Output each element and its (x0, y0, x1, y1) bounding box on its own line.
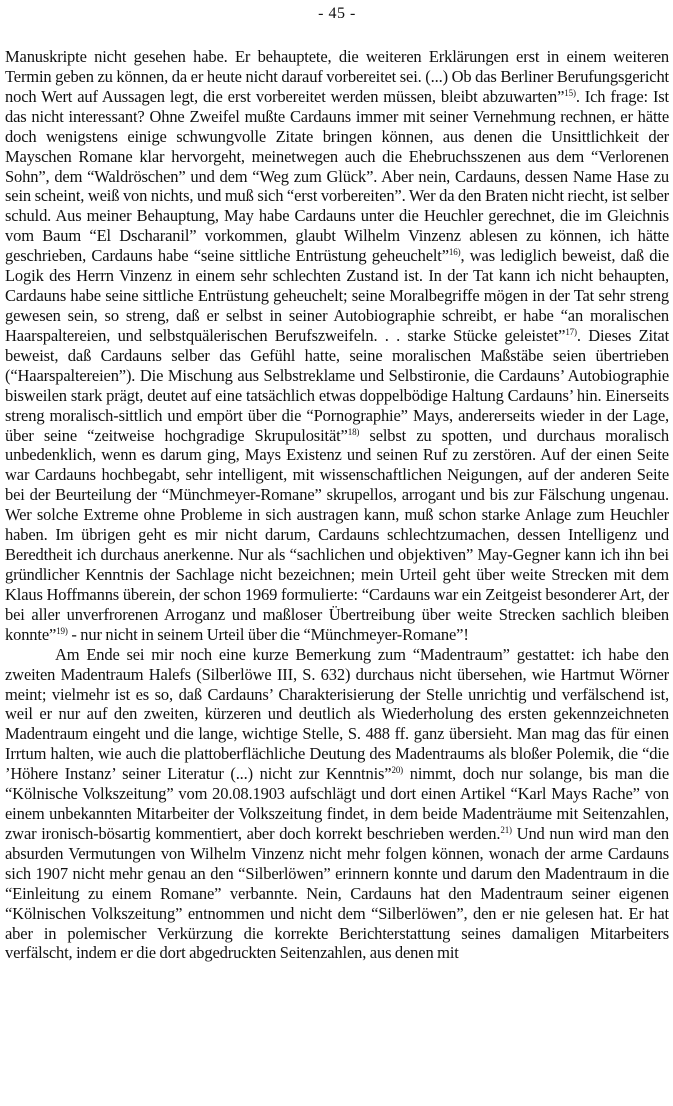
footnote-marker: 18) (347, 426, 360, 437)
text-run: Und nun wird man den absurden Vermutungen von Wilhelm Vinzenz nicht mehr folgen können, wonach der arme Cardauns sich 1907 nicht mehr genau an den “Silberlöwen” erinnern konnte und darum den Madentraum in die “Einleitung zu einem Romane” verbannte. Nein, Cardauns hat den Madentraum seiner eigenen “Kölnischen Volkszeitung” entnommen und nicht dem “Silberlöwen”, den er nie gelesen hat. Er hat aber in polemischer Verkürzung die korrekte Berichterstattung seines damaligen Mitarbeiters verfälscht, indem er die dort abgedruckten Seitenzahlen, aus denen mit (5, 823, 669, 963)
body-paragraph-2 (5, 645, 669, 964)
footnote-marker: 20) (391, 765, 404, 776)
text-run: , was lediglich beweist, daß die Logik des Herrn Vinzenz in einem sehr schlechten Zustand ist. In der Tat kann ich nicht behaupten, Cardauns habe seine sittliche Entrüstung geheuchelt; seine Moralbegriffe mögen in der Tat sehr streng gewesen sein, so streng, daß er selbst in seiner Autobiographie schreibt, er habe “an moralischen Haarspaltereien, und selbstquälerischen Berufszweifeln. . . starke Stücke geleistet” (5, 246, 669, 345)
text-run: Manuskripte nicht gesehen habe. Er behauptete, die weiteren Erklärungen erst in einem weiteren Termin geben zu können, da er heute nicht darauf vorbereitet sei. (...) Ob das Berliner Berufungsgericht noch Wert auf Aussagen legt, die erst vorbereitet werden müssen, bleibt abzuwarten” (5, 47, 669, 106)
body-paragraph-1 (5, 47, 669, 645)
text-run: - nur nicht in seinem Urteil über die “Münchmeyer-Romane”! (67, 624, 469, 644)
text-run: selbst zu spotten, und durchaus moralisch unbedenklich, wenn es darum ging, Mays Existenz und seinen Ruf zu zerstören. Auf der einen Seite war Cardauns hochbegabt, sehr intelligent, mit wissenschaftlichen Neigungen, auf der anderen Seite bei der Beurteilung der “Münchmeyer-Romane” skrupellos, arrogant und bis zur Fälschung ungenau. Wer solche Extreme ohne Probleme in sich austragen kann, muß schon starke Anlage zum Heuchler haben. Im übrigen geht es mir nicht darum, Cardauns schlechtzumachen, dessen Intelligenz und Beredtheit ich durchaus anerkenne. Nur als “sachlichen und objektiven” May-Gegner kann ich ihn bei gründlicher Kenntnis der Sachlage nicht bezeichnen; mein Urteil geht über weite Strecken mit dem Klaus Hoffmanns überein, der schon 1969 formulierte: “Cardauns war ein Zeitgeist besonderer Art, der bei aller unverfrorenen Arroganz und maßloser Übertreibung über weite Strecken sachlich bleiben konnte” (5, 425, 669, 644)
footnote-marker: 15) (564, 87, 576, 98)
footnote-marker: 17) (565, 326, 577, 337)
footnote-marker: 16) (448, 247, 461, 258)
text-run: . Dieses Zitat beweist, daß Cardauns selber das Gefühl hatte, seine moralischen Maßstäbe seien übertrieben (“Haarspaltereien”). Die Mischung aus Selbstreklame und Selbstironie, die Cardauns’ Autobiographie bisweilen stark prägt, deutet auf eine tatsächlich etwas doppelbödige Haltung Cardauns’ hin. Einerseits streng moralisch-sittlich und empört über die “Pornographie” Mays, andererseits wieder in der Lage, über seine “zeitweise hochgradige Skrupulosität” (5, 325, 670, 445)
footnote-marker: 21) (500, 824, 512, 835)
footnote-marker: 19) (56, 625, 68, 636)
page-number: - 45 - (318, 5, 356, 22)
text-run: Am Ende sei mir noch eine kurze Bemerkung zum “Madentraum” gestattet: ich habe den zweiten Madentraum Halefs (Silberlöwe III, S. 632) durchaus nicht übersehen, wie Hartmut Wörner meint; vielmehr ist es so, daß Cardauns’ Charakterisierung der Stelle unrichtig und verfälschend ist, weil er nur auf den zweiten, kürzeren und deutlich als Wiederholung des ersten gekennzeichneten Madentraum eingeht und die lange, wichtige Stelle, S. 488 ff. ganz übersieht. Man mag das für einen Irrtum halten, wie auch die plattoberflächliche Deutung des Madentraums als bloßer Polemik, die “die ’Höhere Instanz’ seiner Literatur (...) nicht zur Kenntnis” (5, 644, 669, 784)
text-run: . Ich frage: Ist das nicht interessant? Ohne Zweifel mußte Cardauns immer mit seiner Vernehmung rechnen, er hätte doch wenigstens einige schwungvolle Zitate bringen können, aus denen die Unsittlichkeit der Mayschen Romane klar hervorgeht, meinetwegen auch die Ehebruchsszenen aus dem “Verlorenen Sohn”, dem “Waldröschen” und dem “Weg zum Glück”. Aber nein, Cardauns, dessen Name Hase zu sein scheint, weiß von nichts, und muß sich “erst vorbereiten”. Wer da den Braten nicht riecht, ist selber schuld. Aus meiner Behauptung, May habe Cardauns unter die Heuchler gerechnet, die im Gleichnis vom Baum “El Dscharanil” vorkommen, glaubt Wilhelm Vinzenz ablesen zu können, ich hätte geschrieben, Cardauns habe “seine sittliche Entrüstung geheuchelt” (5, 86, 669, 266)
text-run: nimmt, doch nur solange, bis man die “Kölnische Volkszeitung” vom 20.08.1903 aufschlägt und dort einen Artikel “Karl Mays Rache” von einem unbekannten Mitarbeiter der Volkszeitung findet, in dem beide Madenträume mit Seitenzahlen, zwar ironisch-bösartig kommentiert, aber doch korrekt beschrieben werden. (5, 764, 670, 843)
